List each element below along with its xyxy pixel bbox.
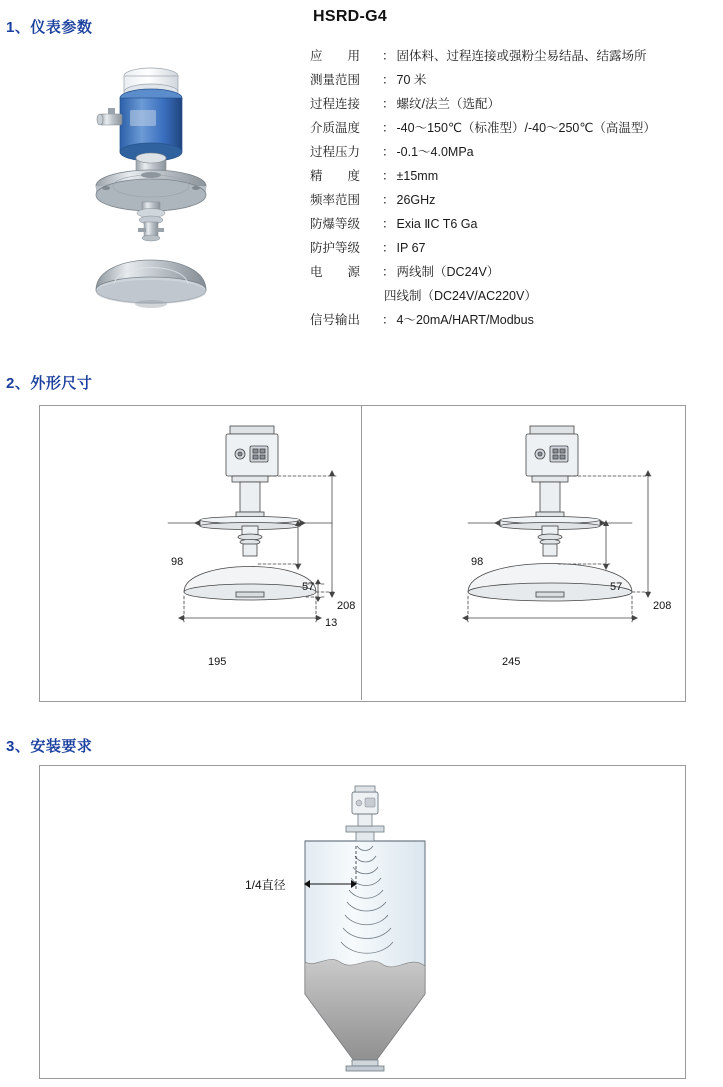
specification-list	[310, 44, 720, 332]
spec-label: 精 度	[310, 169, 361, 183]
spec-colon: ：	[382, 49, 395, 63]
dim-right-total-208: 208	[653, 600, 672, 612]
section-title-installation: 3、安装要求	[6, 738, 93, 755]
installation-diagram-svg	[40, 766, 685, 1078]
spec-colon: ：	[382, 169, 395, 183]
spec-row	[310, 68, 720, 92]
spec-colon: ：	[382, 241, 395, 255]
spec-colon: ：	[382, 217, 395, 231]
dim-left-width-195: 195	[208, 656, 227, 668]
product-photo	[78, 52, 248, 322]
spec-value: Exia ⅡC T6 Ga	[396, 217, 478, 231]
spec-label: 应 用	[310, 49, 361, 63]
spec-colon: ：	[382, 193, 395, 207]
section-title-dimensions: 2、外形尺寸	[6, 375, 93, 392]
spec-colon: ：	[382, 73, 395, 87]
dimension-box-divider	[361, 405, 362, 700]
spec-row	[310, 308, 720, 332]
spec-row	[310, 44, 720, 68]
spec-label: 防护等级	[310, 241, 361, 255]
spec-colon: ：	[382, 265, 395, 279]
spec-row	[310, 236, 720, 260]
spec-row	[310, 260, 720, 284]
spec-colon: ：	[382, 145, 395, 159]
spec-label: 过程连接	[310, 97, 361, 111]
spec-value: 螺纹/法兰（选配）	[396, 97, 500, 111]
spec-label: 过程压力	[310, 145, 361, 159]
spec-value: IP 67	[396, 241, 426, 255]
spec-row	[310, 164, 720, 188]
install-distance-label: 1/4直径	[245, 878, 286, 892]
spec-value-continued: 四线制（DC24V/AC220V）	[384, 289, 537, 303]
spec-colon: ：	[382, 313, 395, 327]
spec-value: 4～20mA/HART/Modbus	[396, 313, 534, 327]
spec-value: 70 米	[396, 73, 427, 87]
spec-colon: ：	[382, 121, 395, 135]
spec-value: 26GHz	[396, 193, 436, 207]
dim-left-flange-98: 98	[171, 556, 184, 568]
dim-left-small-13: 13	[325, 617, 338, 629]
spec-value: 两线制（DC24V）	[396, 265, 500, 279]
spec-row	[310, 188, 720, 212]
dim-right-mid-57: 57	[610, 581, 623, 593]
installation-diagram-box	[39, 765, 686, 1079]
spec-label: 防爆等级	[310, 217, 361, 231]
spec-value: -40～150℃（标准型）/-40～250℃（高温型）	[396, 121, 656, 135]
dim-right-flange-98: 98	[471, 556, 484, 568]
spec-value: -0.1～4.0MPa	[396, 145, 474, 159]
spec-label: 测量范围	[310, 73, 361, 87]
spec-colon: ：	[382, 97, 395, 111]
spec-row	[310, 212, 720, 236]
spec-label: 信号输出	[310, 313, 361, 327]
dim-left-total-208: 208	[337, 600, 356, 612]
spec-label: 频率范围	[310, 193, 361, 207]
spec-row	[310, 92, 720, 116]
spec-row	[310, 116, 720, 140]
spec-row	[310, 140, 720, 164]
section-title-parameters: 1、仪表参数	[6, 19, 93, 36]
spec-label: 电 源	[310, 265, 361, 279]
spec-label: 介质温度	[310, 121, 361, 135]
dim-left-mid-57: 57	[302, 581, 315, 593]
dimension-drawings-box	[39, 405, 686, 702]
spec-value: 固体料、过程连接或强粉尘易结晶、结露场所	[396, 49, 647, 63]
spec-value: ±15mm	[396, 169, 439, 183]
dim-right-width-245: 245	[502, 656, 521, 668]
product-model-title: HSRD-G4	[313, 8, 388, 25]
dimension-drawings-svg	[40, 406, 685, 701]
